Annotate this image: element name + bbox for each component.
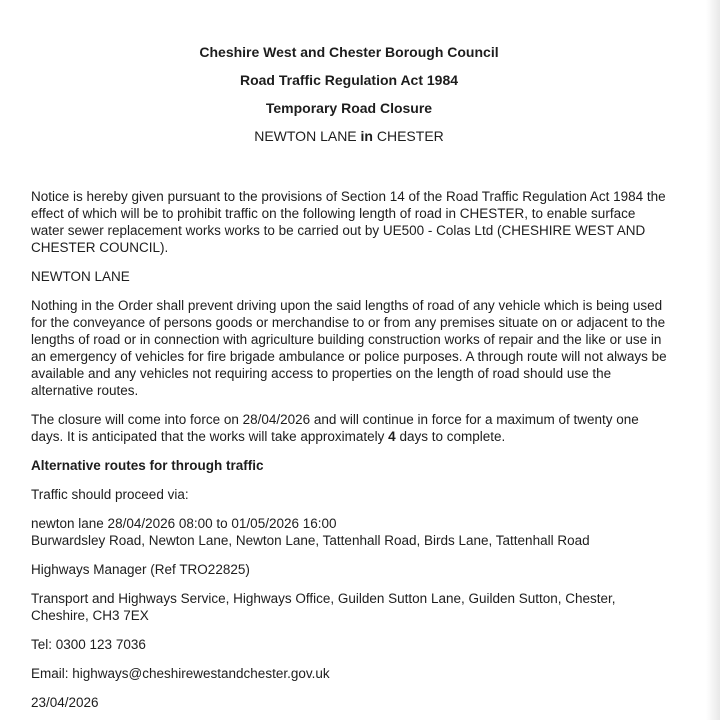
- closure-dates-end-text: days to complete.: [395, 429, 506, 444]
- affected-road-line: NEWTON LANE: [31, 269, 130, 284]
- traffic-via-line: Traffic should proceed via:: [31, 487, 189, 502]
- closure-dates-text: The closure will come into force on 28/04/2026 and will continue in force for a maximum of twenty one days. It is anticipated that the works will take approximately: [31, 412, 639, 444]
- telephone-line: Tel: 0300 123 7036: [31, 637, 146, 652]
- road-name-text: NEWTON LANE: [254, 128, 361, 144]
- exemptions-paragraph: Nothing in the Order shall prevent driving upon the said lengths of road of any vehicle which is being used for the conveyance of persons goods or merchandise to or from any premises situate on or adjacent to the lengths of road or in connection with agriculture building construction works of repair and the like or use in an emergency of vehicles for fire brigade ambulance or police purposes. A through route will not always be available and any vehicles not requiring access to properties on the length of road should use the alternative routes.: [31, 298, 667, 398]
- alternative-routes-heading: Alternative routes for through traffic: [31, 458, 264, 473]
- council-name-heading: Cheshire West and Chester Borough Council: [199, 44, 499, 60]
- schedule-and-route-block: [31, 515, 667, 549]
- in-connector-text: in: [360, 128, 373, 144]
- email-line: Email: highways@cheshirewestandchester.gov.uk: [31, 666, 330, 681]
- town-name-text: CHESTER: [372, 128, 444, 144]
- alternative-route-list: Burwardsley Road, Newton Lane, Newton Lane, Tattenhall Road, Birds Lane, Tattenhall Road: [31, 533, 590, 548]
- notice-date: 23/04/2026: [31, 695, 99, 710]
- road-location-heading: [31, 128, 667, 145]
- act-title-heading: Road Traffic Regulation Act 1984: [239, 72, 459, 88]
- closure-days-count: 4: [388, 429, 396, 444]
- signature-line: Highways Manager (Ref TRO22825): [31, 562, 250, 577]
- notice-paragraph: Notice is hereby given pursuant to the provisions of Section 14 of the Road Traffic Regulation Act 1984 the effect of which will be to prohibit traffic on the following length of road in CHESTER, to enable surface water sewer replacement works works to be carried out by UE500 - Colas Ltd (CHESHIRE WEST AND CHESTER COUNCIL).: [31, 189, 666, 255]
- closure-schedule-line: newton lane 28/04/2026 08:00 to 01/05/2026 16:00: [31, 516, 337, 531]
- closure-type-heading: Temporary Road Closure: [265, 100, 433, 116]
- address-line: Transport and Highways Service, Highways Office, Guilden Sutton Lane, Guilden Sutton, Chester, Cheshire, CH3 7EX: [31, 591, 616, 623]
- closure-dates-paragraph: [31, 411, 667, 445]
